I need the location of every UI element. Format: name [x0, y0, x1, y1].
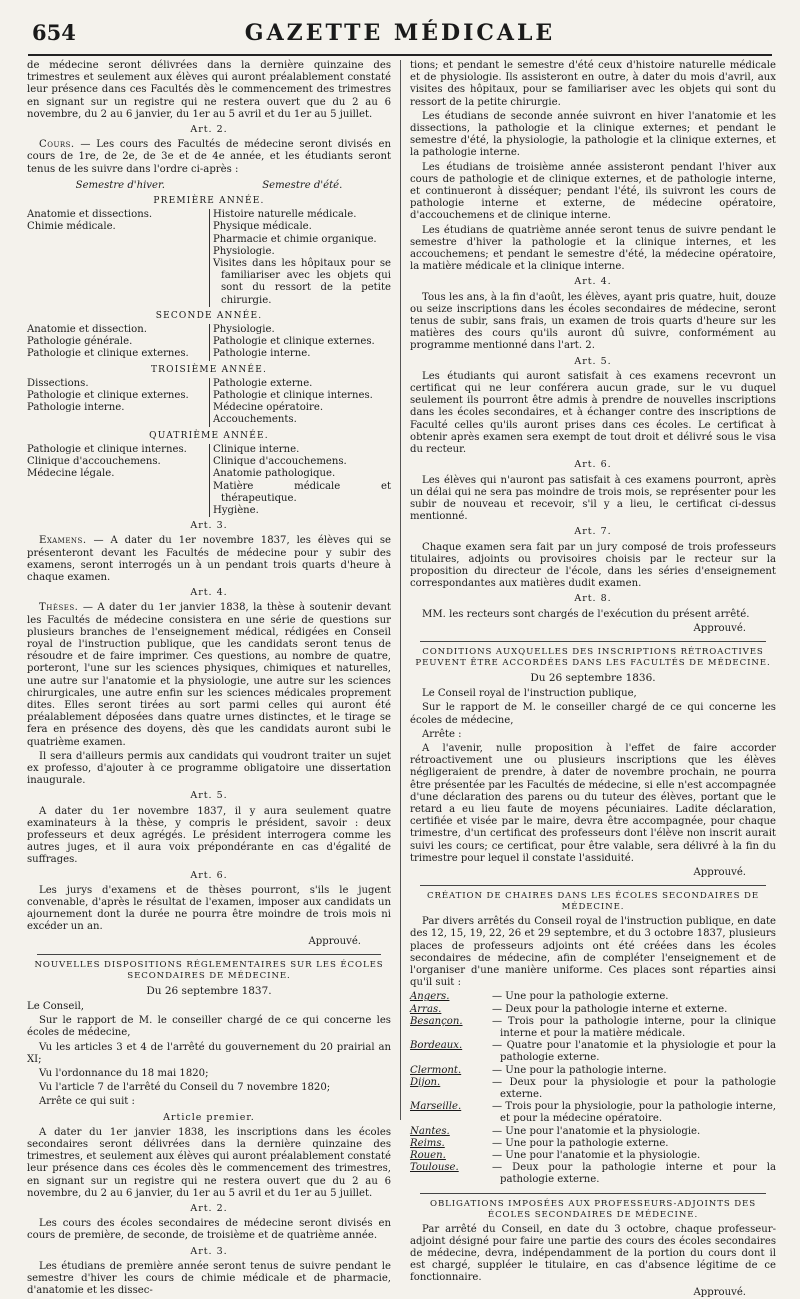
city-chairs: — Trois pour la pathologie interne, pour la clinique interne et pour la matière médicale. — [492, 1015, 776, 1040]
section-title: NOUVELLES DISPOSITIONS RÉGLEMENTAIRES SUR LES ÉCOLES SECONDAIRES DE MÉDECINE. — [34, 959, 384, 981]
city-name: Arras. — [410, 1003, 442, 1015]
course-item: Pathologie interne. — [27, 402, 125, 414]
section-title: CONDITIONS AUXQUELLES DES INSCRIPTIONS RÉTROACTIVES PEUVENT ÊTRE ACCORDÉES DANS LES FACULTÉS DE MÉDECINE. — [415, 646, 771, 668]
preamble-line: Le Conseil, — [27, 1001, 85, 1013]
city-name: Bordeaux. — [410, 1040, 463, 1052]
course-item: Histoire naturelle médicale. — [213, 209, 357, 221]
course-item: Médecine légale. — [27, 468, 115, 480]
course-item: Physique médicale. — [213, 221, 312, 233]
year-title: QUATRIÈME ANNÉE. — [149, 430, 269, 441]
city-chairs: — Deux pour la physiologie et pour la pathologie externe. — [492, 1076, 776, 1101]
course-item: Clinique interne. — [213, 443, 300, 455]
course-item: Pathologie externe. — [213, 377, 313, 389]
paragraph: Chaque examen sera fait par un jury composé de trois professeurs titulaires, adjoints ou provisoires choisis par le recteur sur la proposition du directeur de l'école, dans les séries d'enseignement correspondantes aux matières dudit examen. — [410, 541, 776, 590]
city-chairs: — Une pour l'anatomie et la physiologie. — [492, 1125, 701, 1137]
article-heading: Art. 3. — [190, 1245, 228, 1257]
paragraph-text: — A dater du 1er novembre 1837, les élèves qui se présenteront devant les Facultés de médecine pour y subir des examens, seront interrogés un à un pendant trois quarts d'heure à chaque examen. — [27, 535, 391, 583]
paragraph — [27, 139, 391, 176]
city-name: Dijon. — [410, 1076, 441, 1088]
course-item: Pathologie et clinique externes. — [27, 348, 189, 360]
course-item: Physiologie. — [213, 245, 275, 257]
summer-courses — [209, 324, 391, 361]
course-item: Pathologie et clinique externes. — [27, 390, 189, 402]
city-name: Rouen. — [410, 1150, 446, 1162]
city-chairs: — Deux pour la pathologie interne et externe. — [492, 1003, 728, 1015]
section-date: Du 26 septembre 1837. — [146, 984, 272, 997]
course-item: Pathologie et clinique externes. — [213, 336, 375, 348]
paragraph-text: — Les cours des Facultés de médecine seront divisés en cours de 1re, de 2e, de 3e et de 4e année, et les étudiants seront tenus de les suivre dans l'ordre ci-après : — [27, 139, 391, 175]
paragraph: Par divers arrêtés du Conseil royal de l'instruction publique, en date des 12, 15, 19, 22, 26 et 29 septembre, et du 3 octobre 1837, plusieurs places de professeurs adjoints ont été créées dans les écoles secondaires de médecine, afin de compléter l'enseignement et de l'organiser d'une manière uniforme. Ces places sont réparties ainsi qu'il suit : — [410, 916, 776, 989]
city-chairs: — Quatre pour l'anatomie et la physiologie et pour la pathologie externe. — [492, 1040, 776, 1064]
lead-word: Thèses. — [39, 602, 79, 614]
city-name: Angers. — [410, 991, 450, 1003]
course-item: Pharmacie et chimie organique. — [213, 233, 377, 245]
list-item — [410, 1040, 776, 1064]
course-table-year1 — [27, 209, 391, 307]
paragraph: Il sera d'ailleurs permis aux candidats qui voudront traiter un sujet ex professo, d'ajouter à ce programme obligatoire une dissertation inaugurale. — [27, 750, 391, 787]
paragraph: Les jurys d'examens et de thèses pourront, s'ils le jugent convenable, d'après le résultat de l'examen, imposer aux candidats un ajournement dont la durée ne pourra être moindre de trois mois ni excéder un an. — [27, 884, 391, 933]
city-name: Besançon. — [410, 1015, 463, 1027]
preamble-line: Arrête : — [422, 728, 462, 740]
column-divider — [400, 60, 401, 1120]
preamble-line: Le Conseil royal de l'instruction publique, — [422, 688, 637, 700]
preamble-line: Sur le rapport de M. le conseiller chargé de ce qui concerne les écoles de médecine, — [27, 1015, 391, 1039]
year-title: PREMIÈRE ANNÉE. — [153, 196, 265, 207]
article-heading: Art. 7. — [574, 526, 612, 538]
list-item — [410, 1077, 776, 1101]
city-list — [410, 991, 776, 1186]
list-item — [410, 1138, 776, 1150]
lead-word: Examens. — [39, 535, 87, 547]
course-item: Anatomie et dissection. — [27, 324, 147, 336]
article-heading: Art. 5. — [190, 790, 228, 802]
approval: Approuvé. — [693, 1286, 746, 1298]
paragraph: de médecine seront délivrées dans la dernière quinzaine des trimestres et seulement aux élèves qui auront préalablement constaté leur présence dans ces Facultés dès le commencement des trimestres en signant sur un registre qui ne restera ouvert que du 2 au 6 novembre, du 2 au 6 janvier, du 1er au 5 avril et du 1er au 5 juillet. — [27, 60, 391, 120]
list-item — [410, 991, 776, 1003]
approval: Approuvé. — [693, 866, 746, 878]
paragraph: Les cours des écoles secondaires de médecine seront divisés en cours de première, de seconde, de troisième et de quatrième année. — [27, 1218, 391, 1242]
summer-courses — [209, 378, 391, 427]
article-heading: Art. 2. — [190, 124, 228, 136]
paragraph: Les étudians de première année seront tenus de suivre pendant le semestre d'hiver les cours de chimie médicale et de pharmacie, d'anatomie et les dissec- — [27, 1260, 391, 1297]
summer-courses — [209, 444, 391, 517]
paragraph: Tous les ans, à la fin d'août, les élèves, ayant pris quatre, huit, douze ou seize inscriptions dans les écoles secondaires de médecine, seront tenus de subir, sans frais, un examen de trois quarts d'heure sur les matières des cours qu'ils auront dû suivre, conformément au programme mentionné dans l'art. 2. — [410, 291, 776, 352]
city-name: Toulouse. — [410, 1162, 459, 1174]
winter-courses — [27, 444, 209, 517]
course-item: Dissections. — [27, 377, 89, 389]
winter-courses — [27, 324, 209, 361]
city-name: Marseille. — [410, 1101, 462, 1113]
list-item — [410, 1004, 776, 1016]
city-name: Nantes. — [410, 1125, 450, 1137]
paragraph: tions; et pendant le semestre d'été ceux d'histoire naturelle médicale et de physiologie. Ils assisteront en outre, à dater du mois d'avril, aux visites des hôpitaux, pour se familiariser avec les objets qui sont du ressort de la petite chirurgie. — [410, 60, 776, 108]
course-item: Chimie médicale. — [27, 221, 116, 233]
city-chairs: — Trois pour la physiologie, pour la pathologie interne, et pour la médecine opératoire. — [492, 1101, 776, 1125]
section-rule — [37, 954, 381, 955]
course-item: Pathologie et clinique internes. — [27, 443, 187, 455]
course-table-year4 — [27, 444, 391, 517]
preamble-line: Vu l'article 7 de l'arrêté du Conseil du 7 novembre 1820; — [39, 1082, 331, 1094]
course-item: Clinique d'accouchemens. — [27, 456, 161, 468]
article-heading: Art. 6. — [574, 459, 612, 471]
page-header — [28, 14, 772, 56]
list-item — [410, 1016, 776, 1040]
semester-headings — [27, 180, 391, 192]
article-heading: Art. 8. — [574, 593, 612, 605]
course-table-year3 — [27, 378, 391, 427]
preamble-line: Vu les articles 3 et 4 de l'arrêté du gouvernement du 20 prairial an XI; — [27, 1041, 391, 1065]
section-title: OBLIGATIONS IMPOSÉES AUX PROFESSEURS-ADJOINTS DES ÉCOLES SECONDAIRES DE MÉDECINE. — [430, 1198, 756, 1220]
article-heading: Article premier. — [163, 1111, 255, 1123]
list-item — [410, 1162, 776, 1186]
course-item: Anatomie pathologique. — [213, 468, 336, 480]
year-title: TROISIÈME ANNÉE. — [150, 364, 268, 375]
course-item: Visites dans les hôpitaux pour se familiariser avec les objets qui sont du ressort de la petite chirurgie. — [213, 258, 391, 306]
section-title: CRÉATION DE CHAIRES DANS LES ÉCOLES SECONDAIRES DE MÉDECINE. — [426, 891, 760, 913]
semester-summer: Semestre d'été. — [262, 179, 343, 191]
lead-word: Cours. — [39, 139, 75, 151]
summer-courses — [209, 209, 391, 307]
left-column — [27, 60, 391, 1297]
section-rule — [420, 641, 766, 642]
paragraph: MM. les recteurs sont chargés de l'exécution du présent arrêté. — [422, 608, 750, 620]
preamble-line: Arrête ce qui suit : — [39, 1096, 135, 1108]
article-heading: Art. 2. — [190, 1203, 228, 1215]
section-rule — [420, 885, 766, 886]
course-item: Accouchements. — [213, 414, 297, 426]
article-heading: Art. 5. — [574, 355, 612, 367]
paragraph: A dater du 1er janvier 1838, les inscriptions dans les écoles secondaires seront délivrées dans la dernière quinzaine des trimestres, et seulement aux élèves qui auront préalablement constaté leur présence dans ces écoles dès le commencement des trimestres, en signant sur un registre qui ne restera ouvert que du 2 au 6 novembre, du 2 au 6 janvier, du 1er au 5 avril et du 1er au 5 juillet. — [27, 1126, 391, 1199]
approval: Approuvé. — [308, 935, 361, 947]
winter-courses — [27, 209, 209, 307]
winter-courses — [27, 378, 209, 427]
article-heading: Art. 3. — [190, 520, 228, 532]
journal-title: GAZETTE MÉDICALE — [244, 20, 556, 46]
course-item: Anatomie et dissections. — [27, 209, 153, 221]
section-rule — [420, 1193, 766, 1194]
course-item: Clinique d'accouchemens. — [213, 456, 347, 468]
list-item — [410, 1101, 776, 1125]
paragraph-text: — A dater du 1er janvier 1838, la thèse à soutenir devant les Facultés de médecine consistera en une série de questions sur plusieurs branches de l'enseignement médical, rédigées en Conseil royal de l'instruction publique, que les candidats seront tenus de résoudre et de faire imprimer. Ces questions, au nombre de quatre, porteront, l'une sur les sciences physiques, chimiques et naturelles, une autre sur l'anatomie et la physiologie, une autre sur les sciences chirurgicales, une autre enfin sur les sciences médicales proprement dites. Elles seront tirées au sort parmi celles qui auront été préalablement déposées dans quatre urnes distinctes, et le tirage se fera en présence des doyens, dès que les candidats auront subi le quatrième examen. — [27, 602, 391, 748]
paragraph: Les étudians de troisième année assisteront pendant l'hiver aux cours de pathologie et de clinique externes, et de pathologie interne, et continueront à disséquer; pendant l'été, ils suivront les cours de pathologie interne et externe, de médecine opératoire, d'accouchemens et de clinique interne. — [410, 161, 776, 222]
article-heading: Art. 4. — [574, 276, 612, 288]
approval: Approuvé. — [693, 622, 746, 634]
paragraph: Les étudians de quatrième année seront tenus de suivre pendant le semestre d'hiver la pathologie et la clinique internes, et les accouchemens; et pendant le semestre d'été, la médecine opératoire, la matière médicale et la clinique interne. — [410, 224, 776, 273]
list-item — [410, 1126, 776, 1138]
preamble-line: Vu l'ordonnance du 18 mai 1820; — [39, 1068, 209, 1080]
paragraph: A dater du 1er novembre 1837, il y aura seulement quatre examinateurs à la thèse, y compris le président, savoir : deux professeurs et deux agrégés. Le président interrogera comme les autres juges, et il aura voix prépondérante en cas d'égalité de suffrages. — [27, 805, 391, 866]
list-item — [410, 1065, 776, 1077]
paragraph: Les étudiants qui auront satisfait à ces examens recevront un certificat qui ne leur conférera aucun grade, sur le vu duquel seulement ils pourront être admis à prendre de nouvelles inscriptions dans les écoles secondaires, et à échanger contre des inscriptions de Faculté celles qu'ils auront prises dans ces écoles. Le certificat à obtenir après examen sera exempt de tout droit et délivré sous le visa du recteur. — [410, 370, 776, 456]
semester-winter: Semestre d'hiver. — [75, 179, 165, 191]
course-item: Matière médicale et thérapeutique. — [213, 480, 391, 504]
course-item: Pathologie interne. — [213, 348, 311, 360]
course-item: Pathologie générale. — [27, 336, 133, 348]
paragraph: Les étudians de seconde année suivront en hiver l'anatomie et les dissections, la pathologie et la clinique externes; et pendant le semestre d'été, la physiologie, la pathologie et la clinique externes, et la pathologie interne. — [410, 110, 776, 159]
list-item — [410, 1150, 776, 1162]
article-heading: Art. 4. — [190, 587, 228, 599]
city-chairs: — Deux pour la pathologie interne et pour la pathologie externe. — [492, 1162, 776, 1186]
city-chairs: — Une pour la pathologie externe. — [492, 1137, 669, 1149]
city-chairs: — Une pour la pathologie interne. — [492, 1064, 667, 1076]
article-heading: Art. 6. — [190, 869, 228, 881]
page-number: 654 — [32, 20, 76, 45]
paragraph: A l'avenir, nulle proposition à l'effet de faire accorder rétroactivement une ou plusieurs inscriptions que les élèves négligeraient de prendre, à dater de novembre prochain, ne pourra être présentée par les Facultés de médecine, si elle n'est accompagnée d'une déclaration des parens ou du tuteur des élèves, portant que le retard a eu lieu faute de moyens pécuniaires. Ladite déclaration, certifiée et visée par le maire, devra être accompagnée, pour chaque trimestre, d'un certificat des professeurs dont l'élève non inscrit aurait suivi les cours; ce certificat, pour être valable, sera délivré à la fin du trimestre pour lequel il constate l'assiduité. — [410, 742, 776, 864]
course-item: Hygiène. — [213, 504, 259, 516]
city-chairs: — Une pour la pathologie externe. — [492, 991, 669, 1003]
year-title: SECONDE ANNÉE. — [155, 310, 263, 321]
city-name: Reims. — [410, 1137, 445, 1149]
course-item: Pathologie et clinique internes. — [213, 390, 373, 402]
course-table-year2 — [27, 324, 391, 361]
right-column — [410, 60, 776, 1298]
preamble-line: Sur le rapport de M. le conseiller chargé de ce qui concerne les écoles de médecine, — [410, 702, 776, 726]
paragraph: Les élèves qui n'auront pas satisfait à ces examens pourront, après un délai qui ne sera pas moindre de trois mois, se représenter pour les subir de nouveau et recevoir, s'il y a lieu, le certificat ci-dessus mentionné. — [410, 474, 776, 523]
city-chairs: — Une pour l'anatomie et la physiologie. — [492, 1150, 701, 1162]
course-item: Médecine opératoire. — [213, 402, 324, 414]
paragraph — [27, 602, 391, 748]
paragraph: Par arrêté du Conseil, en date du 3 octobre, chaque professeur-adjoint désigné pour faire une partie des cours des écoles secondaires de médecine, devra, indépendamment de la portion du cours dont il est chargé, suppléer le titulaire, en cas d'absence légitime de ce fonctionnaire. — [410, 1223, 776, 1284]
section-date: Du 26 septembre 1836. — [530, 671, 656, 684]
course-item: Physiologie. — [213, 324, 275, 336]
paragraph — [27, 535, 391, 584]
city-name: Clermont. — [410, 1064, 462, 1076]
